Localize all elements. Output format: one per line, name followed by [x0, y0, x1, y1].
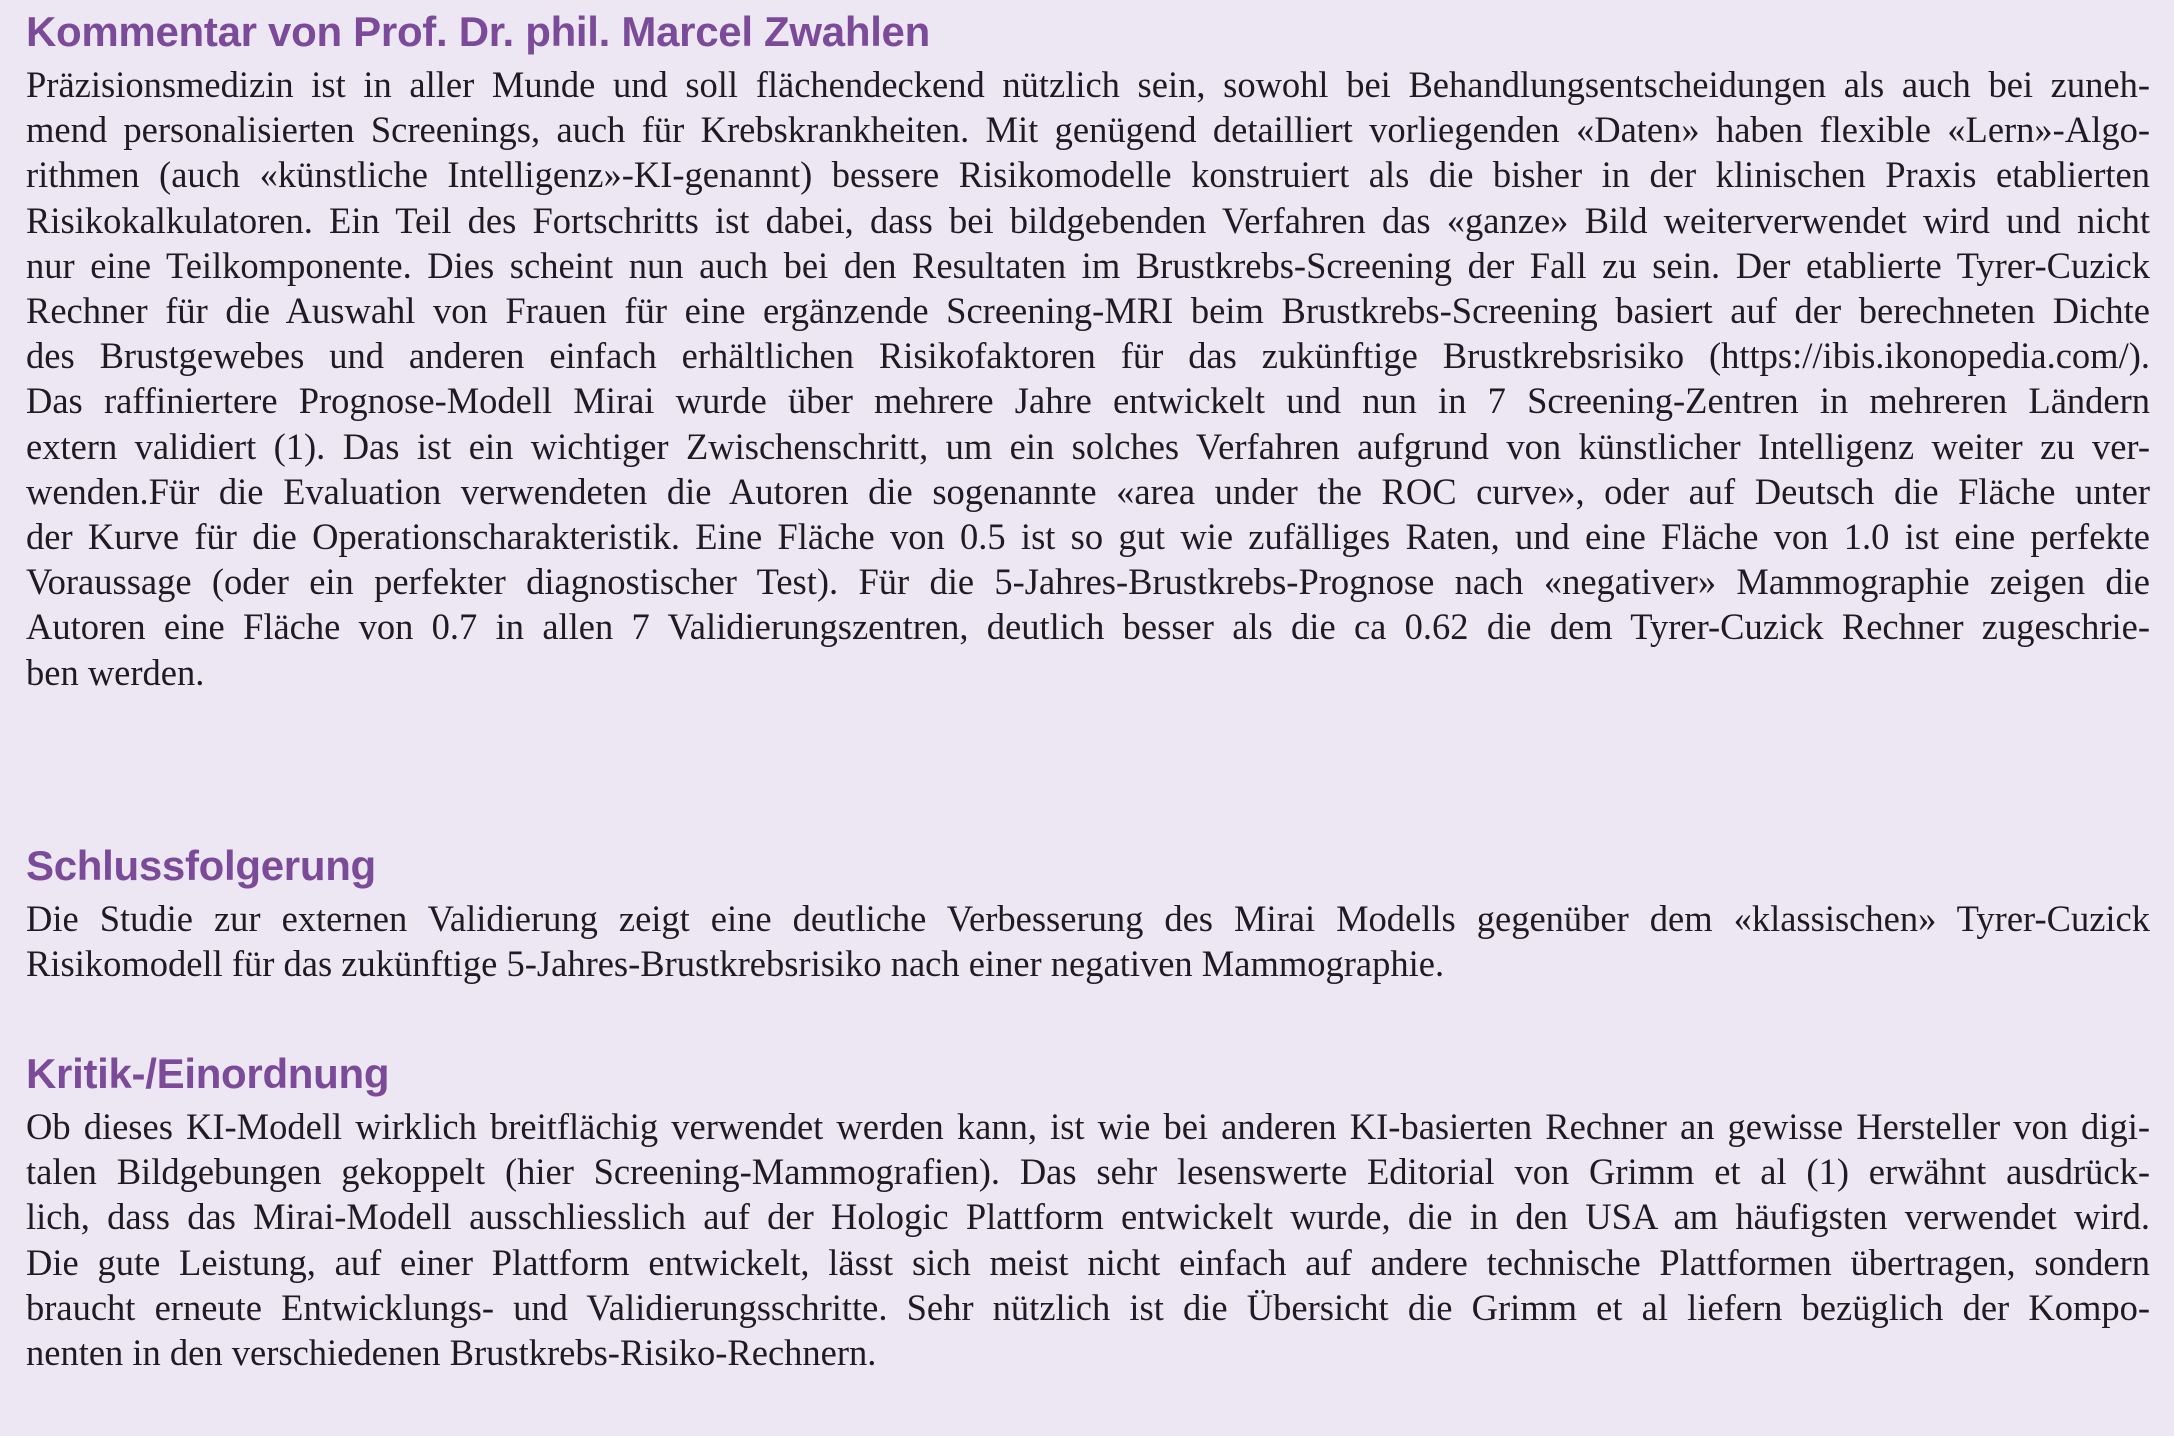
text-line: rithmen (auch «künstliche Intelligenz»-KI-genannt) bessere Risikomodelle konstruiert als die bisher in der klinischen Praxis etablierten	[26, 154, 2150, 196]
text-line: Risikokalkulatoren. Ein Teil des Fortschritts ist dabei, dass bei bildgebenden Verfahren das «ganze» Bild weiterverwendet wird und nicht	[26, 199, 2150, 241]
text-line: Ob dieses KI-Modell wirklich breitflächig verwendet werden kann, ist wie bei anderen KI-basierten Rechner an gewisse Hersteller von digi-	[26, 1106, 2150, 1147]
text-line: der Kurve für die Operationscharakteristik. Eine Fläche von 0.5 ist so gut wie zufälliges Raten, und eine Fläche von 1.0 ist eine perfekte	[26, 516, 2150, 558]
text-line: Risikomodell für das zukünftige 5-Jahres-Brustkrebsrisiko nach einer negativen Mammographie.	[26, 943, 1445, 985]
text-line: nur eine Teilkomponente. Dies scheint nun auch bei den Resultaten im Brustkrebs-Screening der Fall zu sein. Der etablierte Tyrer-Cuzick	[26, 244, 2150, 286]
text-line: Die Studie zur externen Validierung zeigt eine deutliche Verbesserung des Mirai Modells gegenüber dem «klassischen» Tyrer-Cuzick	[26, 898, 2150, 939]
section-heading-kommentar: Kommentar von Prof. Dr. phil. Marcel Zwahlen	[26, 8, 930, 55]
section-body-kritik	[26, 1104, 2150, 1375]
text-line: ben werden.	[26, 651, 205, 693]
section-body-kommentar	[26, 62, 2150, 695]
text-line: braucht erneute Entwicklungs- und Validierungsschritte. Sehr nützlich ist die Übersicht die Grimm et al liefern bezüglich der Kompo-	[26, 1286, 2150, 1328]
text-line: Die gute Leistung, auf einer Plattform entwickelt, lässt sich meist nicht einfach auf andere technische Plattformen übertragen, sondern	[26, 1241, 2150, 1283]
text-line: Präzisionsmedizin ist in aller Munde und soll flächendeckend nützlich sein, sowohl bei Behandlungsentscheidungen als auch bei zuneh-	[26, 64, 2150, 105]
text-line: wenden.Für die Evaluation verwendeten die Autoren die sogenannte «area under the ROC curve», oder auf Deutsch die Fläche unter	[26, 470, 2150, 512]
text-line: extern validiert (1). Das ist ein wichtiger Zwischenschritt, um ein solches Verfahren aufgrund von künstlicher Intelligenz weiter zu ver-	[26, 425, 2150, 467]
section-kommentar	[26, 2, 2150, 695]
text-line: Voraussage (oder ein perfekter diagnostischer Test). Für die 5-Jahres-Brustkrebs-Prognose nach «negativer» Mammographie zeigen die	[26, 561, 2150, 603]
text-line: mend personalisierten Screenings, auch für Krebskrankheiten. Mit genügend detailliert vorliegenden «Daten» haben flexible «Lern»-Algo-	[26, 109, 2150, 151]
text-line: des Brustgewebes und anderen einfach erhältlichen Risikofaktoren für das zukünftige Brustkrebsrisiko (https://ibis.ikonopedia.com/).	[26, 335, 2150, 377]
text-line: Autoren eine Fläche von 0.7 in allen 7 Validierungszentren, deutlich besser als die ca 0.62 die dem Tyrer-Cuzick Rechner zugeschrie-	[26, 606, 2150, 648]
text-line: nenten in den verschiedenen Brustkrebs-Risiko-Rechnern.	[26, 1332, 877, 1374]
section-heading-schlussfolgerung: Schlussfolgerung	[26, 842, 376, 889]
text-line: Das raffiniertere Prognose-Modell Mirai wurde über mehrere Jahre entwickelt und nun in 7 Screening-Zentren in mehreren Ländern	[26, 380, 2150, 422]
text-line: talen Bildgebungen gekoppelt (hier Screening-Mammografien). Das sehr lesenswerte Editorial von Grimm et al (1) erwähnt ausdrück-	[26, 1151, 2150, 1193]
section-heading-kritik: Kritik-/Einordnung	[26, 1050, 390, 1097]
text-line: lich, dass das Mirai-Modell ausschliesslich auf der Hologic Plattform entwickelt wurde, die in den USA am häufigsten verwendet wird.	[26, 1196, 2150, 1238]
section-kritik	[26, 1044, 2150, 1375]
section-schlussfolgerung	[26, 836, 2150, 986]
section-body-schlussfolgerung	[26, 896, 2150, 986]
text-line: Rechner für die Auswahl von Frauen für eine ergänzende Screening-MRI beim Brustkrebs-Screening basiert auf der berechneten Dichte	[26, 290, 2150, 332]
